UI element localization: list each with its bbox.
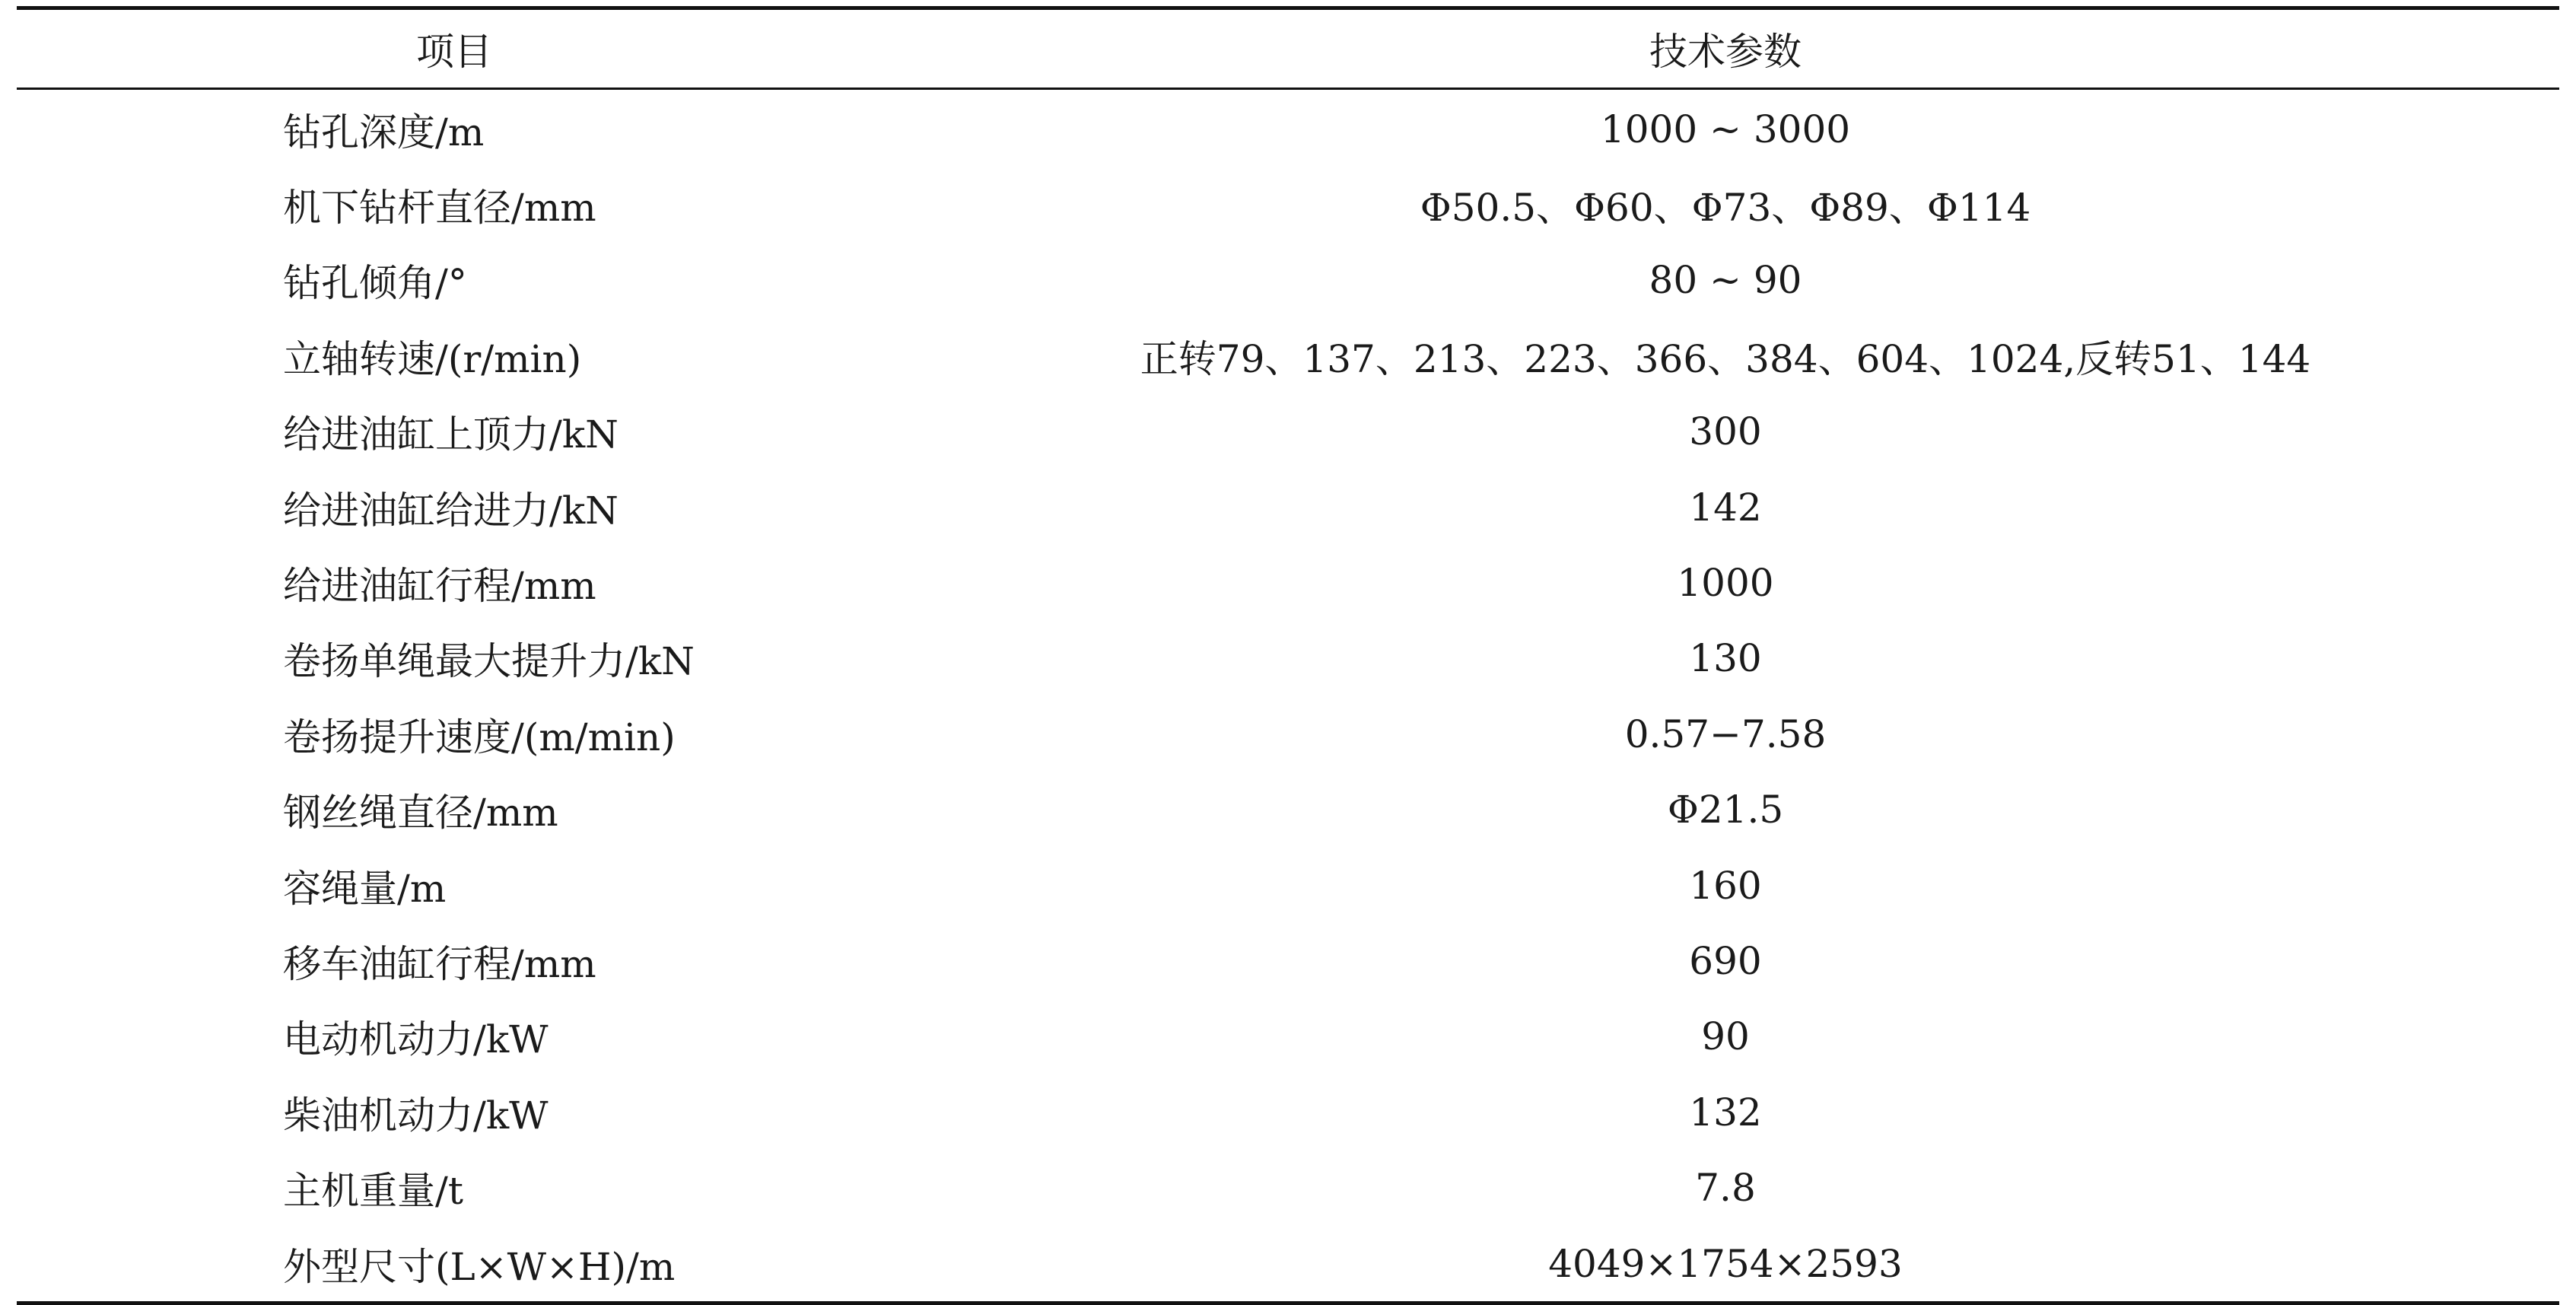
row-value: 142 xyxy=(1689,485,1762,530)
table-header xyxy=(17,8,2559,89)
table-body xyxy=(17,89,2559,1303)
table-row xyxy=(17,545,2559,620)
row-value: Φ50.5、Φ60、Φ73、Φ89、Φ114 xyxy=(1420,186,2031,231)
row-value: 0.57−7.58 xyxy=(1624,711,1827,756)
row-item: 钢丝绳直径/mm xyxy=(283,791,558,836)
row-item: 机下钻杆直径/mm xyxy=(283,186,596,231)
row-value: 300 xyxy=(1689,409,1762,454)
row-value: 80 ~ 90 xyxy=(1649,258,1802,303)
row-item: 外型尺寸(L×W×H)/m xyxy=(17,1226,892,1303)
table-row xyxy=(17,772,2559,848)
spec-table-container xyxy=(17,6,2559,1305)
row-item: 钻孔深度/m xyxy=(283,110,485,154)
table-row xyxy=(17,167,2559,242)
table-row xyxy=(17,318,2559,393)
table-row xyxy=(17,469,2559,545)
row-item: 移车油缸行程/mm xyxy=(283,941,596,986)
table-row xyxy=(17,1074,2559,1150)
table-row xyxy=(17,696,2559,772)
row-item: 给进油缸上顶力/kN xyxy=(283,412,619,457)
table-row xyxy=(17,89,2559,167)
table-row xyxy=(17,621,2559,696)
row-value: 132 xyxy=(1689,1090,1762,1135)
row-value: 1000 xyxy=(1677,561,1774,606)
header-value: 技术参数 xyxy=(892,8,2559,89)
table-row xyxy=(17,848,2559,923)
row-item: 容绳量/m xyxy=(283,866,447,911)
table-row xyxy=(17,923,2559,998)
header-row xyxy=(17,8,2559,89)
row-item: 主机重量/t xyxy=(283,1169,463,1214)
row-item: 电动机动力/kW xyxy=(283,1017,549,1062)
row-value: 正转79、137、213、223、366、384、604、1024,反转51、144 xyxy=(1140,336,2311,381)
row-value: 90 xyxy=(1701,1014,1750,1059)
row-item: 卷扬单绳最大提升力/kN xyxy=(283,639,695,684)
table-row xyxy=(17,1226,2559,1303)
row-value: 160 xyxy=(1689,863,1762,908)
row-item: 钻孔倾角/° xyxy=(283,261,467,306)
row-value: Φ21.5 xyxy=(1667,788,1784,832)
row-value: 4049×1754×2593 xyxy=(892,1226,2559,1303)
row-value: 130 xyxy=(1689,636,1762,681)
header-item: 项目 xyxy=(17,8,892,89)
row-item: 给进油缸给进力/kN xyxy=(283,488,619,533)
spec-table xyxy=(17,6,2559,1305)
table-row xyxy=(17,1150,2559,1225)
row-item: 柴油机动力/kW xyxy=(283,1093,549,1138)
row-item: 立轴转速/(r/min) xyxy=(283,336,582,381)
table-row xyxy=(17,394,2559,469)
row-value: 7.8 xyxy=(1695,1166,1756,1211)
row-value: 690 xyxy=(1689,938,1762,983)
row-item: 卷扬提升速度/(m/min) xyxy=(283,715,676,759)
row-value: 1000 ~ 3000 xyxy=(1600,107,1851,151)
row-item: 给进油缸行程/mm xyxy=(283,564,596,609)
table-row xyxy=(17,243,2559,318)
table-row xyxy=(17,999,2559,1074)
